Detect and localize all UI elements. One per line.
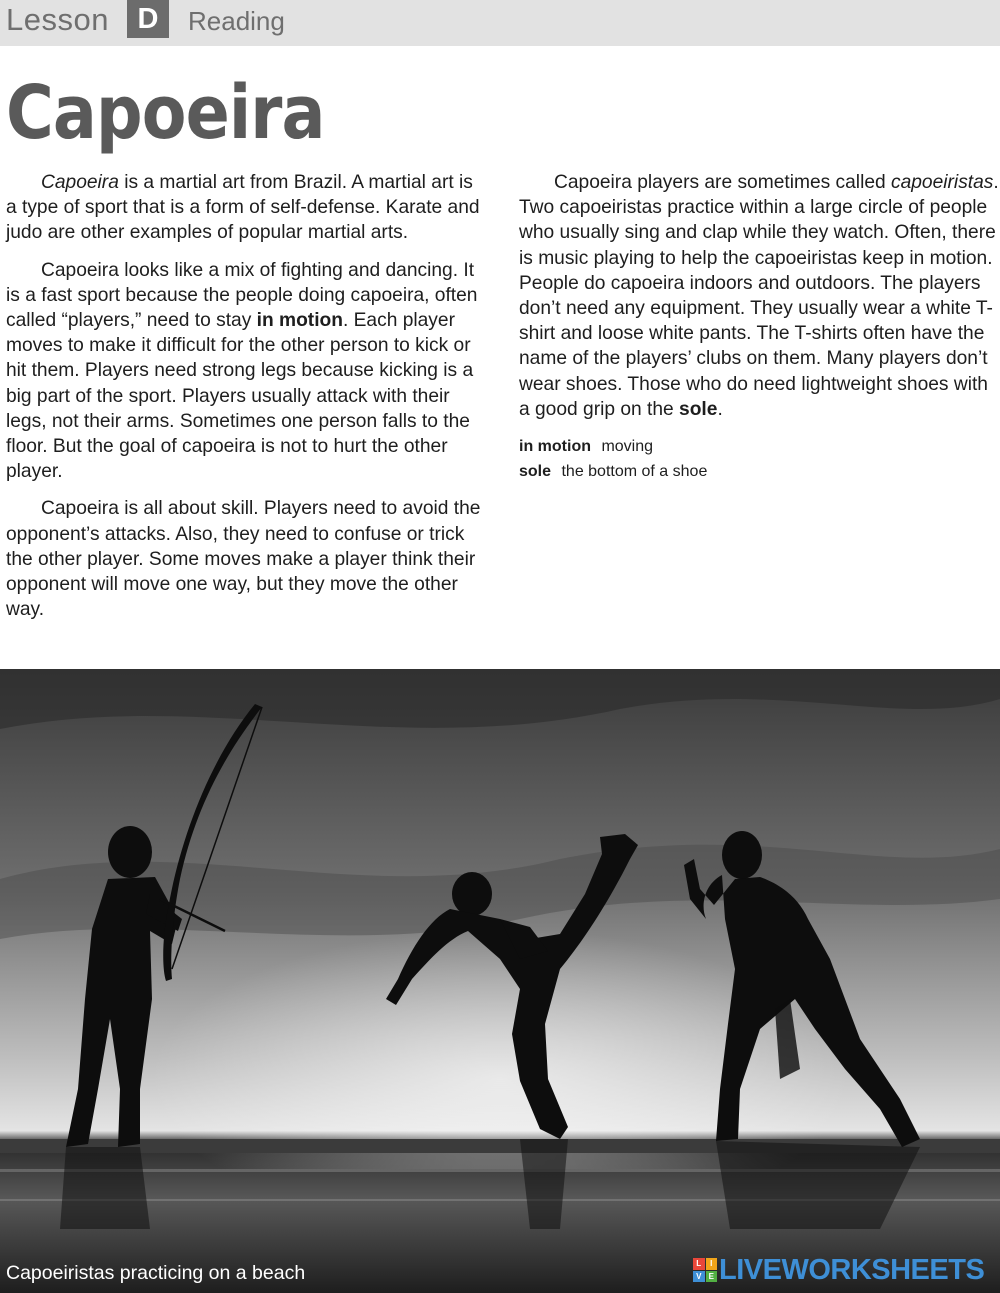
glossary-item [519, 459, 1000, 484]
lesson-letter-badge: D [127, 0, 169, 38]
lesson-header-bar [0, 0, 1000, 46]
liveworksheets-logo-icon: L I V E [693, 1258, 717, 1282]
liveworksheets-watermark [693, 1253, 984, 1287]
paragraph-1-text: is a martial art from Brazil. A martial art is a type of sport that is a form of self-defense. Karate and judo are other examples of popular martial arts. [6, 172, 480, 244]
right-column [519, 170, 1000, 484]
glossary-definition: the bottom of a shoe [561, 463, 708, 481]
vocab-sole: sole [679, 398, 718, 420]
term-italic-capoeira: Capoeira [41, 172, 119, 193]
glossary-term: in motion [519, 438, 591, 456]
left-column [6, 170, 488, 634]
article-title: Capoeira [6, 70, 325, 156]
paragraph-1 [6, 170, 488, 246]
paragraph-2-before: Capoeira looks like a mix of fighting and dancing. It is a fast sport because the people doing capoeira, often called “players,” need to stay [6, 259, 478, 332]
paragraph-4 [519, 170, 1000, 422]
glossary-item [519, 434, 1000, 459]
paragraph-3: Capoeira is all about skill. Players need to avoid the opponent’s attacks. Also, they need to confuse or trick the other player. Some moves make a player think their opponent will move one way, but they move the other way. [6, 498, 481, 621]
liveworksheets-text: LIVEWORKSHEETS [719, 1253, 985, 1286]
paragraph-2 [6, 258, 488, 485]
capoeira-silhouette-image [0, 669, 1000, 1293]
glossary [519, 434, 1000, 484]
photo-caption: Capoeiristas practicing on a beach [6, 1262, 306, 1284]
paragraph-2-after: . Each player moves to make it difficult for the other person to kick or hit them. Players need strong legs because kicking is a big part of the sport. Players usually attack with their legs, not their arms. Sometimes one person falls to the floor. But the goal of capoeira is not to hurt the other player. [6, 310, 474, 483]
glossary-term: sole [519, 463, 552, 481]
term-italic-capoeiristas: capoeiristas [891, 172, 994, 193]
paragraph-4-before: Capoeira players are sometimes called [554, 172, 891, 193]
vocab-in-motion: in motion [256, 310, 343, 332]
lesson-label: Lesson [6, 2, 109, 37]
glossary-definition: moving [601, 438, 654, 456]
section-label: Reading [188, 6, 285, 36]
paragraph-4-end: . [717, 398, 723, 420]
beach-photo [0, 669, 1000, 1293]
paragraph-4-after: . Two capoeiristas practice within a large circle of people who usually sing and clap while they watch. Often, there is music playing to help the capoeiristas keep in motion. People do capoeira indoors and outdoors. The players don’t need any equipment. They usually wear a white T-shirt and loose white pants. The T-shirts often have the name of the players’ clubs on them. Many players don’t wear shoes. Those who do need lightweight shoes with a good grip on the [519, 172, 999, 420]
